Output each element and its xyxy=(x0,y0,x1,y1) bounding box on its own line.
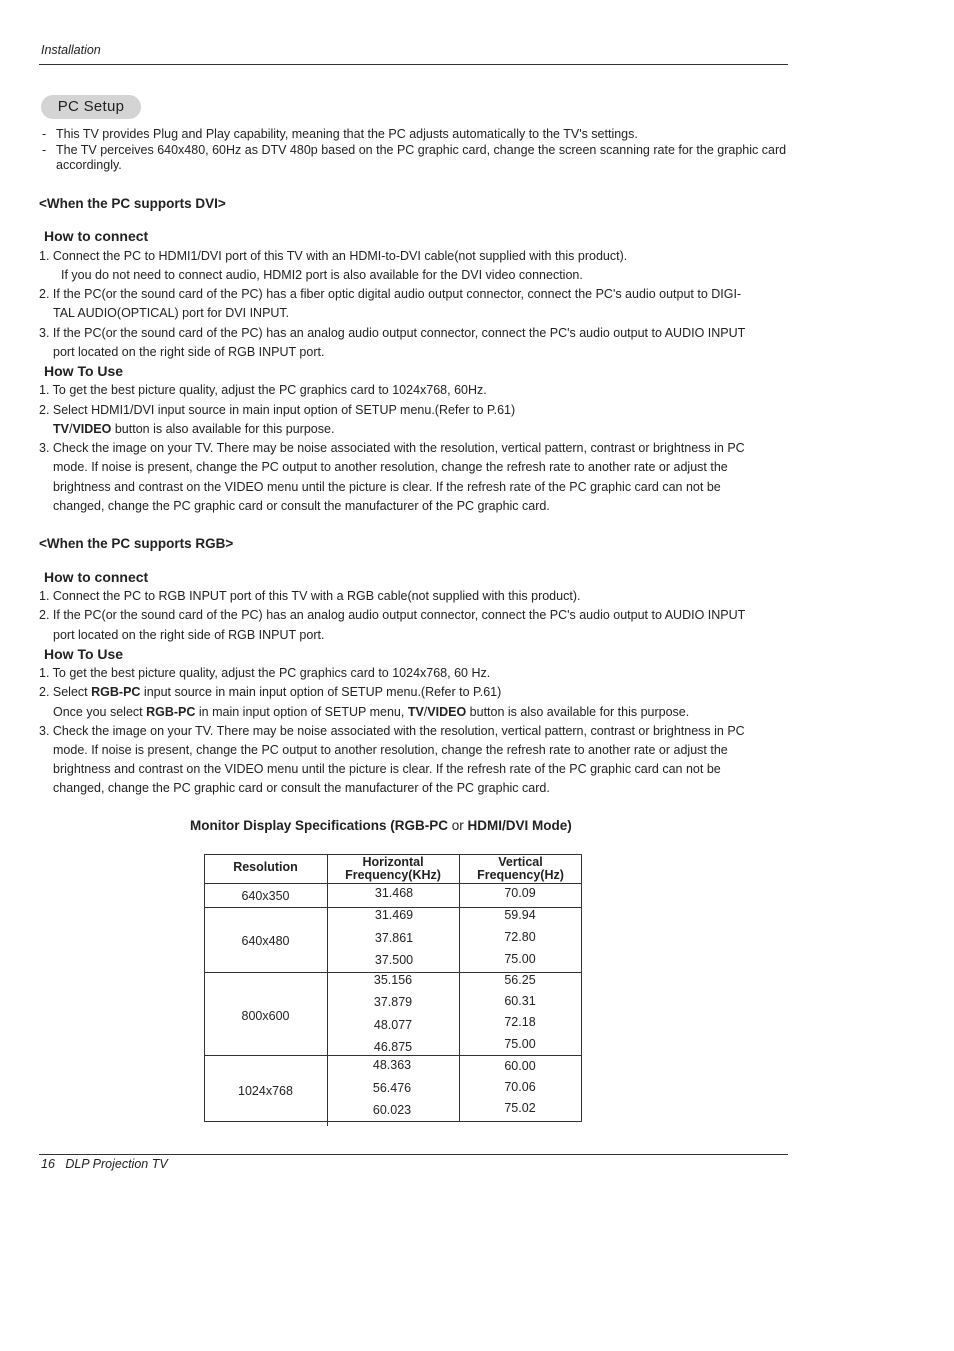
resolution-cell: 800x600 xyxy=(241,1009,290,1023)
pc-setup-label: PC Setup xyxy=(41,95,141,119)
dvi-connect-line: TAL AUDIO(OPTICAL) port for DVI INPUT. xyxy=(53,306,290,320)
vertical-freq-cell: 75.00 xyxy=(504,1037,536,1051)
vertical-freq-cell: 59.94 xyxy=(504,908,536,922)
video-keyword: VIDEO xyxy=(72,422,112,436)
rgb-use-line: brightness and contrast on the VIDEO menu until the picture is clear. If the refresh rate of the PC graphic card can not be xyxy=(53,762,721,776)
rgb-use-line: mode. If noise is present, change the PC output to another resolution, change the refresh rate to another rate or adjust the xyxy=(53,743,728,757)
rgb-use-line: changed, change the PC graphic card or consult the manufacturer of the PC graphic card. xyxy=(53,781,550,795)
vertical-freq-cell: 72.80 xyxy=(504,930,536,944)
horizontal-freq-cell: 37.879 xyxy=(373,995,413,1009)
dvi-use-line: 1. To get the best picture quality, adjust the PC graphics card to 1024x768, 60Hz. xyxy=(39,383,487,397)
rgb-pc-keyword: RGB-PC xyxy=(91,685,141,699)
tv-keyword: TV xyxy=(53,422,69,436)
dvi-section-title: <When the PC supports DVI> xyxy=(39,196,226,211)
rgb-pc-keyword: RGB-PC xyxy=(146,705,196,719)
table-title-part: HDMI/DVI Mode) xyxy=(467,818,572,833)
select-text: input source in main input option of SETUP menu.(Refer to P.61) xyxy=(140,685,502,699)
rgb-connect-line: 1. Connect the PC to RGB INPUT port of this TV with a RGB cable(not supplied with this product). xyxy=(39,589,581,603)
select-text: 2. Select xyxy=(39,685,92,699)
rgb-connect-heading: How to connect xyxy=(44,569,149,585)
table-title-or: or xyxy=(448,818,468,833)
header-vertical-line1: Vertical xyxy=(498,855,543,869)
horizontal-freq-cell: 56.476 xyxy=(372,1081,412,1095)
once-text: button is also available for this purpose. xyxy=(466,705,690,719)
rgb-use-line: 3. Check the image on your TV. There may be noise associated with the resolution, vertical pattern, contrast or brightness in PC xyxy=(39,724,745,738)
tvvideo-text: button is also available for this purpose. xyxy=(111,422,335,436)
slash: / xyxy=(423,705,428,719)
dvi-connect-line: 1. Connect the PC to HDMI1/DVI port of this TV with an HDMI-to-DVI cable(not supplied with this product). xyxy=(39,249,628,263)
table-title-part: Monitor Display Specifications (RGB-PC xyxy=(190,818,449,833)
horizontal-freq-cell: 31.469 xyxy=(374,908,414,922)
horizontal-freq-cell: 37.500 xyxy=(374,953,414,967)
vertical-freq-cell: 70.09 xyxy=(504,886,536,900)
video-keyword: VIDEO xyxy=(427,705,467,719)
page-footer xyxy=(41,1157,168,1171)
footer-title: DLP Projection TV xyxy=(65,1157,168,1171)
header-vertical-line2: Frequency(Hz) xyxy=(477,868,564,882)
page-number: 16 xyxy=(41,1157,55,1171)
once-text: Once you select xyxy=(53,705,147,719)
vertical-freq-cell: 70.06 xyxy=(504,1080,536,1094)
resolution-cell: 1024x768 xyxy=(238,1084,293,1098)
table-title xyxy=(190,818,572,833)
bullet-text: This TV provides Plug and Play capability, meaning that the PC adjusts automatically to the TV's settings. xyxy=(56,127,638,141)
header-horizontal-line2: Frequency(KHz) xyxy=(345,868,441,882)
rgb-connect-line: port located on the right side of RGB INPUT port. xyxy=(53,628,325,642)
intro-bullet xyxy=(42,143,787,173)
rgb-use-heading: How To Use xyxy=(44,646,124,662)
dvi-connect-line: port located on the right side of RGB INPUT port. xyxy=(53,345,325,359)
rgb-connect-line: 2. If the PC(or the sound card of the PC) has an analog audio output connector, connect the PC's audio output to AUDIO INPUT xyxy=(39,608,746,622)
dvi-use-line: changed, change the PC graphic card or consult the manufacturer of the PC graphic card. xyxy=(53,499,550,513)
header-rule xyxy=(39,64,788,65)
vertical-freq-cell: 60.00 xyxy=(504,1059,536,1073)
vertical-freq-cell: 56.25 xyxy=(504,973,536,987)
header-horizontal xyxy=(327,856,459,882)
horizontal-freq-cell: 48.363 xyxy=(372,1058,412,1072)
header-resolution: Resolution xyxy=(233,860,298,874)
vertical-freq-cell: 75.02 xyxy=(504,1101,536,1115)
vertical-freq-cell: 60.31 xyxy=(504,994,536,1008)
resolution-cell: 640x480 xyxy=(241,934,290,948)
dvi-use-line: 3. Check the image on your TV. There may be noise associated with the resolution, vertical pattern, contrast or brightness in PC xyxy=(39,441,745,455)
dvi-connect-line: If you do not need to connect audio, HDMI2 port is also available for the DVI video connection. xyxy=(61,268,583,282)
rgb-select-line xyxy=(39,685,501,699)
dvi-use-line: brightness and contrast on the VIDEO menu until the picture is clear. If the refresh rate of the PC graphic card can not be xyxy=(53,480,721,494)
dvi-connect-line: 3. If the PC(or the sound card of the PC) has an analog audio output connector, connect the PC's audio output to AUDIO INPUT xyxy=(39,326,746,340)
table-row-divider xyxy=(204,883,582,884)
horizontal-freq-cell: 35.156 xyxy=(373,973,413,987)
dvi-use-line: mode. If noise is present, change the PC output to another resolution, change the refresh rate to another rate or adjust the xyxy=(53,460,728,474)
intro-bullet xyxy=(42,127,787,142)
dvi-use-line: 2. Select HDMI1/DVI input source in main input option of SETUP menu.(Refer to P.61) xyxy=(39,403,516,417)
rgb-use-line: 1. To get the best picture quality, adjust the PC graphics card to 1024x768, 60 Hz. xyxy=(39,666,491,680)
vertical-freq-cell: 72.18 xyxy=(504,1015,536,1029)
horizontal-freq-cell: 46.875 xyxy=(373,1040,413,1054)
dvi-tvvideo-line xyxy=(53,422,334,436)
dvi-connect-heading: How to connect xyxy=(44,228,149,244)
once-text: in main input option of SETUP menu, xyxy=(195,705,408,719)
bullet-text: The TV perceives 640x480, 60Hz as DTV 480p based on the PC graphic card, change the screen scanning rate for the graphic card accordingly. xyxy=(56,143,787,172)
horizontal-freq-cell: 37.861 xyxy=(374,931,414,945)
rgb-once-line xyxy=(53,705,689,719)
running-header: Installation xyxy=(41,43,101,57)
slash: / xyxy=(68,422,73,436)
vertical-freq-cell: 75.00 xyxy=(504,952,536,966)
header-vertical xyxy=(459,856,582,882)
tv-keyword: TV xyxy=(407,705,424,719)
bullet-dash: - xyxy=(42,143,47,157)
horizontal-freq-cell: 60.023 xyxy=(372,1103,412,1117)
dvi-use-heading: How To Use xyxy=(44,363,124,379)
resolution-cell: 640x350 xyxy=(241,889,290,903)
rgb-section-title: <When the PC supports RGB> xyxy=(39,536,234,551)
horizontal-freq-cell: 31.468 xyxy=(374,886,414,900)
dvi-connect-line: 2. If the PC(or the sound card of the PC) has a fiber optic digital audio output connector, connect the PC's audio output to DIGI- xyxy=(39,287,742,301)
horizontal-freq-cell: 48.077 xyxy=(373,1018,413,1032)
table-row-divider xyxy=(204,1055,582,1056)
header-horizontal-line1: Horizontal xyxy=(362,855,424,869)
footer-rule xyxy=(39,1154,788,1155)
bullet-dash: - xyxy=(42,127,47,141)
